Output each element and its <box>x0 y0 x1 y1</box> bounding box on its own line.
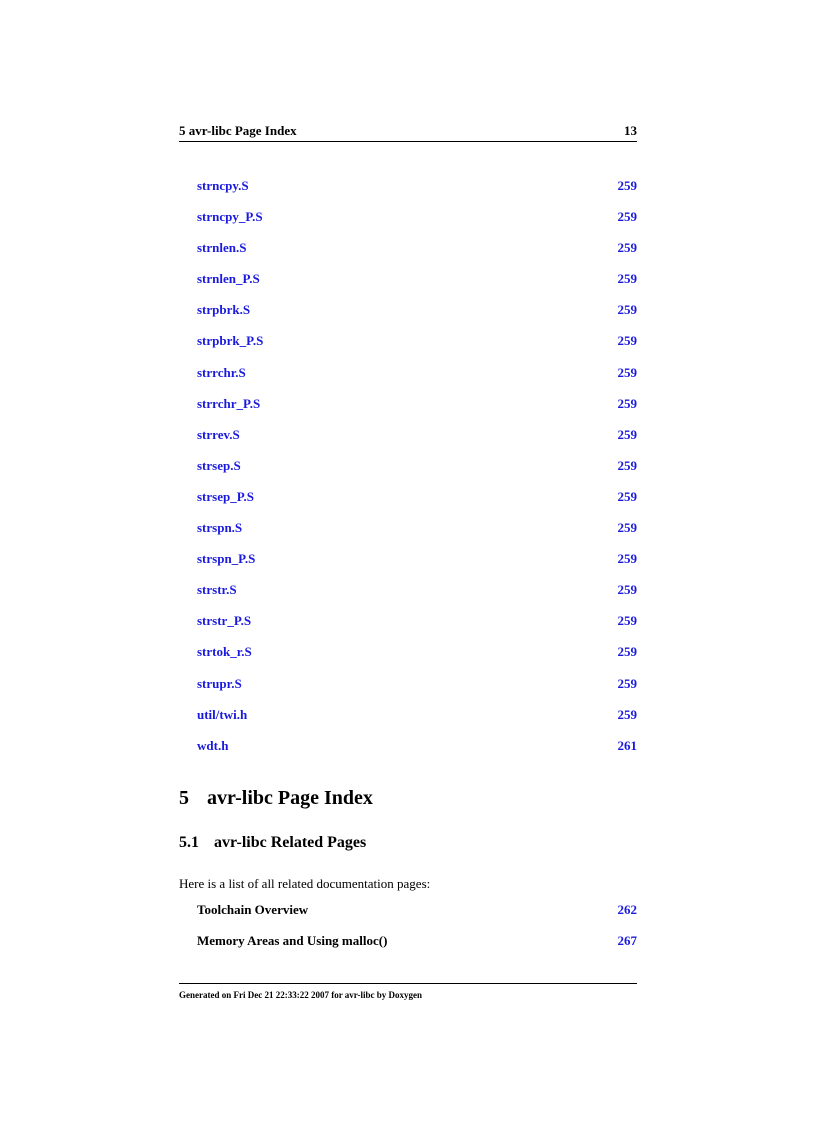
file-link[interactable]: strspn.S <box>197 520 243 536</box>
file-link[interactable]: strnlen.S <box>197 240 247 256</box>
list-item[interactable] <box>197 240 637 271</box>
file-link[interactable]: strnlen_P.S <box>197 271 260 287</box>
file-link[interactable]: strrchr_P.S <box>197 395 261 411</box>
file-link[interactable]: strpbrk_P.S <box>197 333 264 349</box>
page-link[interactable]: 259 <box>617 551 637 567</box>
page-link[interactable]: 259 <box>617 395 637 411</box>
page-link[interactable]: 262 <box>617 902 637 917</box>
file-link[interactable]: strupr.S <box>197 675 242 691</box>
file-link[interactable]: strncpy_P.S <box>197 209 263 225</box>
file-link[interactable]: strstr_P.S <box>197 613 252 629</box>
page-link[interactable]: 259 <box>617 271 637 287</box>
page-link[interactable]: 259 <box>617 706 637 722</box>
list-item[interactable] <box>197 738 637 769</box>
related-pages-list <box>197 902 637 964</box>
file-link[interactable]: strstr.S <box>197 582 237 598</box>
list-item[interactable] <box>197 365 637 396</box>
list-item[interactable] <box>197 613 637 644</box>
list-item[interactable] <box>197 551 637 582</box>
page-link[interactable]: 259 <box>617 426 637 442</box>
file-link[interactable]: strncpy.S <box>197 178 249 193</box>
file-link[interactable]: strrchr.S <box>197 364 246 380</box>
page-link[interactable]: 259 <box>617 178 637 193</box>
file-link[interactable]: strpbrk.S <box>197 302 251 318</box>
list-item[interactable] <box>197 209 637 240</box>
page-link[interactable]: 259 <box>617 613 637 629</box>
subsection-heading <box>179 834 366 852</box>
list-item[interactable] <box>197 707 637 738</box>
page-link[interactable]: 259 <box>617 675 637 691</box>
section-title: avr-libc Page Index <box>207 787 373 809</box>
file-link[interactable]: strspn_P.S <box>197 551 256 567</box>
page-link[interactable]: 259 <box>617 333 637 349</box>
related-page-title: Memory Areas and Using malloc() <box>197 933 388 948</box>
page-link[interactable]: 259 <box>617 520 637 536</box>
page-link[interactable]: 259 <box>617 457 637 473</box>
section-heading <box>179 787 373 810</box>
list-item[interactable] <box>197 271 637 302</box>
file-link[interactable]: wdt.h <box>197 737 229 753</box>
file-link[interactable]: strtok_r.S <box>197 644 252 660</box>
list-item[interactable] <box>197 489 637 520</box>
footer-text: Generated on Fri Dec 21 22:33:22 2007 for avr-libc by Doxygen <box>179 990 422 1000</box>
list-item[interactable] <box>197 178 637 209</box>
list-item[interactable] <box>197 676 637 707</box>
file-link[interactable]: strsep_P.S <box>197 488 254 504</box>
list-item[interactable] <box>197 458 637 489</box>
file-link[interactable]: strrev.S <box>197 426 240 442</box>
list-item[interactable] <box>197 302 637 333</box>
list-item[interactable] <box>197 520 637 551</box>
intro-text: Here is a list of all related documentation pages: <box>179 876 431 891</box>
list-item[interactable] <box>197 582 637 613</box>
page-link[interactable]: 259 <box>617 240 637 256</box>
list-item[interactable] <box>197 396 637 427</box>
related-page-title: Toolchain Overview <box>197 902 309 917</box>
list-item[interactable] <box>197 644 637 675</box>
page-link[interactable]: 267 <box>617 933 637 948</box>
subsection-title: avr-libc Related Pages <box>214 834 367 851</box>
page-header <box>179 123 637 142</box>
page-link[interactable]: 259 <box>617 302 637 318</box>
page-link[interactable]: 259 <box>617 582 637 598</box>
page-link[interactable]: 261 <box>617 737 637 753</box>
list-item[interactable] <box>197 427 637 458</box>
file-index-list <box>197 178 637 769</box>
page-link[interactable]: 259 <box>617 209 637 225</box>
header-page-number: 13 <box>624 123 637 138</box>
section-number: 5 <box>179 787 189 809</box>
page-link[interactable]: 259 <box>617 488 637 504</box>
list-item[interactable] <box>197 933 637 964</box>
subsection-number: 5.1 <box>179 834 199 851</box>
file-link[interactable]: strsep.S <box>197 457 241 473</box>
list-item[interactable] <box>197 333 637 364</box>
header-title: 5 avr-libc Page Index <box>179 123 297 138</box>
page-link[interactable]: 259 <box>617 644 637 660</box>
file-link[interactable]: util/twi.h <box>197 706 248 722</box>
page-footer <box>179 983 637 1000</box>
list-item[interactable] <box>197 902 637 933</box>
page-link[interactable]: 259 <box>617 364 637 380</box>
